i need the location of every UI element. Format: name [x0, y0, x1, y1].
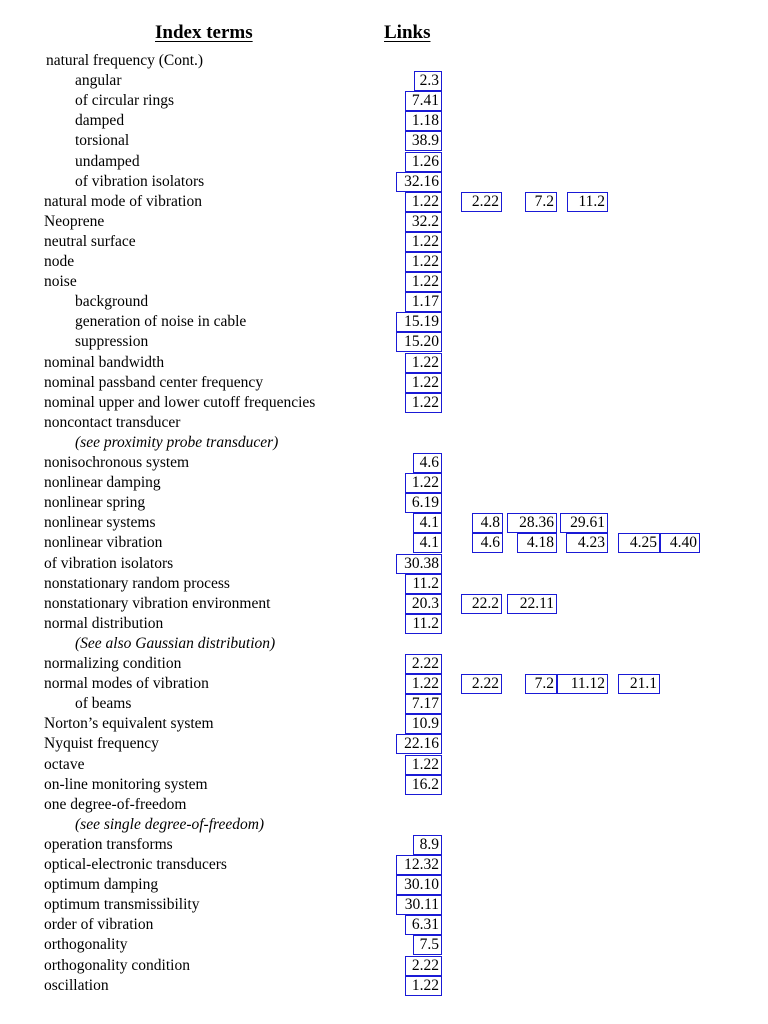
index-entry	[0, 795, 768, 815]
index-term: nominal passband center frequency	[44, 373, 264, 391]
page-link[interactable]: 1.18	[405, 111, 442, 131]
index-entry	[0, 192, 768, 212]
index-term: nominal bandwidth	[44, 353, 165, 371]
index-entry	[0, 272, 768, 292]
page-link[interactable]: 6.31	[405, 915, 442, 935]
page-link[interactable]: 2.22	[461, 674, 502, 694]
page-link[interactable]: 7.5	[413, 935, 442, 955]
index-term: nonlinear spring	[44, 494, 146, 512]
page-link[interactable]: 11.2	[405, 574, 442, 594]
page-link[interactable]: 2.22	[461, 192, 502, 212]
index-term: node	[44, 253, 75, 270]
index-entry	[0, 373, 768, 393]
index-entry	[0, 413, 768, 433]
page-link[interactable]: 1.22	[405, 232, 442, 252]
index-term: natural frequency (Cont.)	[46, 52, 204, 69]
index-term: nonstationary random process	[44, 574, 230, 592]
index-entry	[0, 815, 768, 835]
page-link[interactable]: 2.3	[414, 71, 442, 91]
index-term: of beams	[75, 695, 132, 713]
index-term: nonlinear damping	[44, 474, 161, 492]
page-link[interactable]: 32.2	[405, 212, 442, 232]
index-entry	[0, 393, 768, 413]
index-entry	[0, 694, 768, 714]
page-link[interactable]: 20.3	[405, 594, 442, 614]
page-link[interactable]: 12.32	[396, 855, 442, 875]
page-link[interactable]: 30.11	[396, 895, 442, 915]
page-link[interactable]: 1.22	[405, 393, 442, 413]
index-entry	[0, 574, 768, 594]
index-term: one degree-of-freedom	[44, 795, 187, 813]
page-link[interactable]: 6.19	[405, 493, 442, 513]
page-link[interactable]: 7.17	[405, 694, 442, 714]
index-entry	[0, 674, 768, 694]
index-entry	[0, 172, 768, 192]
index-entry	[0, 91, 768, 111]
page-link[interactable]: 22.2	[461, 594, 502, 614]
page-link[interactable]: 1.22	[405, 674, 442, 694]
index-entry	[0, 654, 768, 674]
index-term: Nyquist frequency	[44, 735, 159, 753]
index-term: orthogonality	[44, 936, 128, 954]
page-link[interactable]: 1.22	[405, 252, 442, 272]
index-entry	[0, 152, 768, 172]
index-term: operation transforms	[44, 835, 173, 853]
index-entry	[0, 634, 768, 654]
page-link[interactable]: 7.2	[525, 674, 557, 694]
index-term: normal modes of vibration	[44, 675, 209, 693]
index-term: oscillation	[44, 976, 109, 994]
index-entry	[0, 493, 768, 513]
index-term: of vibration isolators	[75, 172, 205, 190]
index-entry	[0, 433, 768, 453]
index-term: angular	[75, 72, 122, 90]
index-entry	[0, 312, 768, 332]
page-link[interactable]: 21.1	[618, 674, 660, 694]
page-link[interactable]: 7.2	[525, 192, 557, 212]
page-link[interactable]: 30.10	[396, 875, 442, 895]
page-link[interactable]: 28.36	[507, 513, 557, 533]
page-link[interactable]: 1.22	[405, 473, 442, 493]
page-link[interactable]: 2.22	[405, 654, 442, 674]
index-entry	[0, 232, 768, 252]
index-term: neutral surface	[44, 232, 136, 250]
page-link[interactable]: 11.2	[567, 192, 608, 212]
index-entry	[0, 533, 768, 553]
index-entry	[0, 714, 768, 734]
page-link[interactable]: 4.25	[618, 533, 660, 553]
page-link[interactable]: 15.20	[396, 332, 442, 352]
index-term: nonisochronous system	[44, 454, 190, 471]
index-term: normalizing condition	[44, 655, 182, 672]
index-term: optical-electronic transducers	[44, 856, 227, 873]
index-entry	[0, 775, 768, 795]
page-link[interactable]: 1.17	[405, 292, 442, 312]
page-link[interactable]: 1.22	[405, 272, 442, 292]
page-link[interactable]: 1.22	[405, 192, 442, 212]
index-entry	[0, 594, 768, 614]
page-link[interactable]: 32.16	[396, 172, 442, 192]
index-term: suppression	[75, 333, 149, 351]
index-term: nonlinear systems	[44, 514, 156, 532]
index-term: damped	[75, 112, 125, 130]
index-term: nonlinear vibration	[44, 534, 163, 552]
index-entry	[0, 895, 768, 915]
index-entry	[0, 835, 768, 855]
index-term: orthogonality condition	[44, 956, 190, 974]
page-link[interactable]: 16.2	[405, 775, 442, 795]
index-term: Neoprene	[44, 212, 105, 230]
links-heading: Links	[384, 22, 431, 43]
index-term: background	[75, 293, 149, 311]
index-entry	[0, 734, 768, 754]
page-link[interactable]: 2.22	[405, 956, 442, 976]
index-term: normal distribution	[44, 614, 164, 632]
page-link[interactable]: 4.40	[660, 533, 700, 553]
index-entry	[0, 755, 768, 775]
page-link[interactable]: 30.38	[396, 554, 442, 574]
index-term: of circular rings	[75, 92, 174, 110]
index-term: octave	[44, 755, 85, 773]
cross-reference: (see proximity probe transducer)	[75, 433, 279, 451]
index-entry	[0, 935, 768, 955]
index-term: of vibration isolators	[44, 554, 174, 572]
page-link[interactable]: 22.16	[396, 734, 442, 754]
page-link[interactable]: 1.22	[405, 976, 442, 996]
page-link[interactable]: 1.22	[405, 373, 442, 393]
index-entry	[0, 513, 768, 533]
page-link[interactable]: 4.23	[566, 533, 608, 553]
index-entry	[0, 554, 768, 574]
index-entry	[0, 473, 768, 493]
page-link[interactable]: 7.41	[405, 91, 442, 111]
page-link[interactable]: 29.61	[560, 513, 608, 533]
index-term: Norton’s equivalent system	[44, 715, 214, 733]
page-link[interactable]: 1.22	[405, 353, 442, 373]
index-entry	[0, 855, 768, 875]
index-entry	[0, 111, 768, 131]
index-term: noise	[44, 273, 77, 291]
page-link[interactable]: 4.1	[413, 513, 442, 533]
page-link[interactable]: 11.12	[557, 674, 608, 694]
page-link[interactable]: 1.26	[405, 152, 442, 172]
index-entry	[0, 332, 768, 352]
page-link[interactable]: 38.9	[405, 131, 442, 151]
index-term: optimum transmissibility	[44, 896, 200, 914]
index-term: noncontact transducer	[44, 413, 181, 431]
page-link[interactable]: 10.9	[405, 714, 442, 734]
index-entry	[0, 976, 768, 996]
page-link[interactable]: 22.11	[507, 594, 557, 614]
index-term: nonstationary vibration environment	[44, 594, 271, 612]
index-term: nominal upper and lower cutoff frequencies	[44, 393, 316, 411]
index-entry	[0, 353, 768, 373]
page-link[interactable]: 11.2	[405, 614, 442, 634]
index-term: generation of noise in cable	[75, 313, 247, 331]
page-link[interactable]: 4.8	[472, 513, 503, 533]
index-entry	[0, 453, 768, 473]
index-term: order of vibration	[44, 916, 154, 934]
page-link[interactable]: 8.9	[413, 835, 442, 855]
index-entry	[0, 915, 768, 935]
cross-reference: (see single degree-of-freedom)	[75, 815, 265, 833]
index-entry	[0, 212, 768, 232]
index-term: natural mode of vibration	[44, 192, 202, 210]
index-term: optimum damping	[44, 876, 159, 894]
index-entry	[0, 614, 768, 634]
index-terms-heading: Index terms	[155, 22, 253, 43]
index-entry	[0, 956, 768, 976]
index-term: torsional	[75, 132, 130, 150]
cross-reference: (See also Gaussian distribution)	[75, 634, 276, 652]
index-entry	[0, 71, 768, 91]
page-link[interactable]: 4.18	[517, 533, 557, 553]
page-link[interactable]: 4.1	[413, 533, 442, 553]
index-entry	[0, 875, 768, 895]
index-entry	[0, 252, 768, 272]
page-link[interactable]: 15.19	[396, 312, 442, 332]
index-entry	[0, 292, 768, 312]
index-entry	[0, 131, 768, 151]
page-link[interactable]: 1.22	[405, 755, 442, 775]
page-link[interactable]: 4.6	[472, 533, 503, 553]
page-link[interactable]: 4.6	[413, 453, 442, 473]
index-term: undamped	[75, 152, 140, 170]
index-entry	[0, 51, 768, 71]
index-term: on-line monitoring system	[44, 775, 208, 793]
